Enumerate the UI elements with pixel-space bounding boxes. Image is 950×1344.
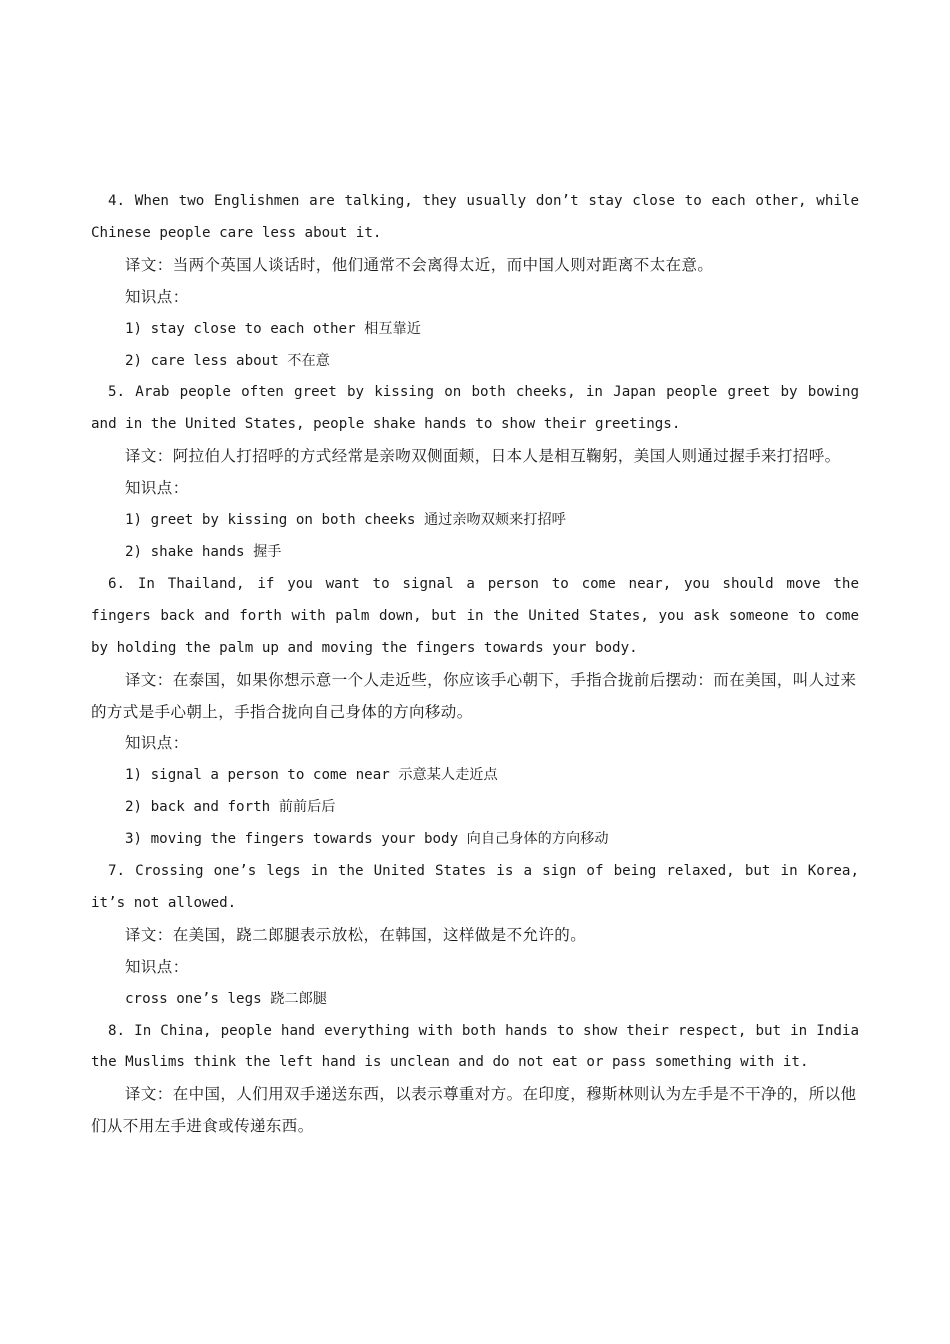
item-6-translation: 译文：在泰国，如果你想示意一个人走近些，你应该手心朝下，手指合拢前后摆动：而在美国，叫人过来的方式是手心朝上，手指合拢向自己身体的方向移动。 [91,670,857,721]
item-4-point-2: 2) care less about 不在意 [125,352,330,369]
item-8 [91,1016,868,1144]
item-4-points-label: 知识点： [125,287,189,306]
item-5 [91,377,868,568]
item-6-point-2: 2) back and forth 前前后后 [125,799,336,816]
item-6-points-label: 知识点： [125,734,189,753]
item-6-english: 6. In Thailand, if you want to signal a person to come near, you should move the fingers back and forth with palm down, but in the United States, you ask someone to come by holding the palm up and moving the fingers towards your body. [91,575,868,656]
item-6-point-1: 1) signal a person to come near 示意某人走近点 [125,767,498,784]
item-4 [91,186,868,377]
item-7 [91,856,868,1016]
item-4-point-1: 1) stay close to each other 相互靠近 [125,320,421,337]
item-5-points-label: 知识点： [125,479,189,498]
item-8-translation: 译文：在中国，人们用双手递送东西，以表示尊重对方。在印度，穆斯林则认为左手是不干净的，所以他们从不用左手进食或传递东西。 [91,1085,857,1136]
item-5-english: 5. Arab people often greet by kissing on both cheeks, in Japan people greet by bowing and in the United States, people shake hands to show their greetings. [91,384,868,433]
item-6-point-3: 3) moving the fingers towards your body 向自己身体的方向移动 [125,831,609,848]
item-5-point-1: 1) greet by kissing on both cheeks 通过亲吻双颊来打招呼 [125,512,566,529]
item-8-english: 8. In China, people hand everything with both hands to show their respect, but in India the Muslims think the left hand is unclean and do not eat or pass something with it. [91,1022,868,1071]
item-7-point-1: cross one’s legs 跷二郎腿 [125,990,327,1007]
item-7-points-label: 知识点： [125,957,189,976]
item-4-translation: 译文：当两个英国人谈话时，他们通常不会离得太近，而中国人则对距离不太在意。 [125,255,714,274]
item-5-point-2: 2) shake hands 握手 [125,543,282,560]
document-body [91,186,868,1143]
item-5-translation: 译文：阿拉伯人打招呼的方式经常是亲吻双侧面颊，日本人是相互鞠躬，美国人则通过握手来打招呼。 [125,447,841,466]
item-7-translation: 译文：在美国，跷二郎腿表示放松，在韩国，这样做是不允许的。 [125,925,587,944]
item-4-english: 4. When two Englishmen are talking, they usually don’t stay close to each other, while Chinese people care less about it. [91,193,868,241]
item-7-english: 7. Crossing one’s legs in the United States is a sign of being relaxed, but in Korea, it’s not allowed. [91,863,868,911]
item-6 [91,569,868,856]
